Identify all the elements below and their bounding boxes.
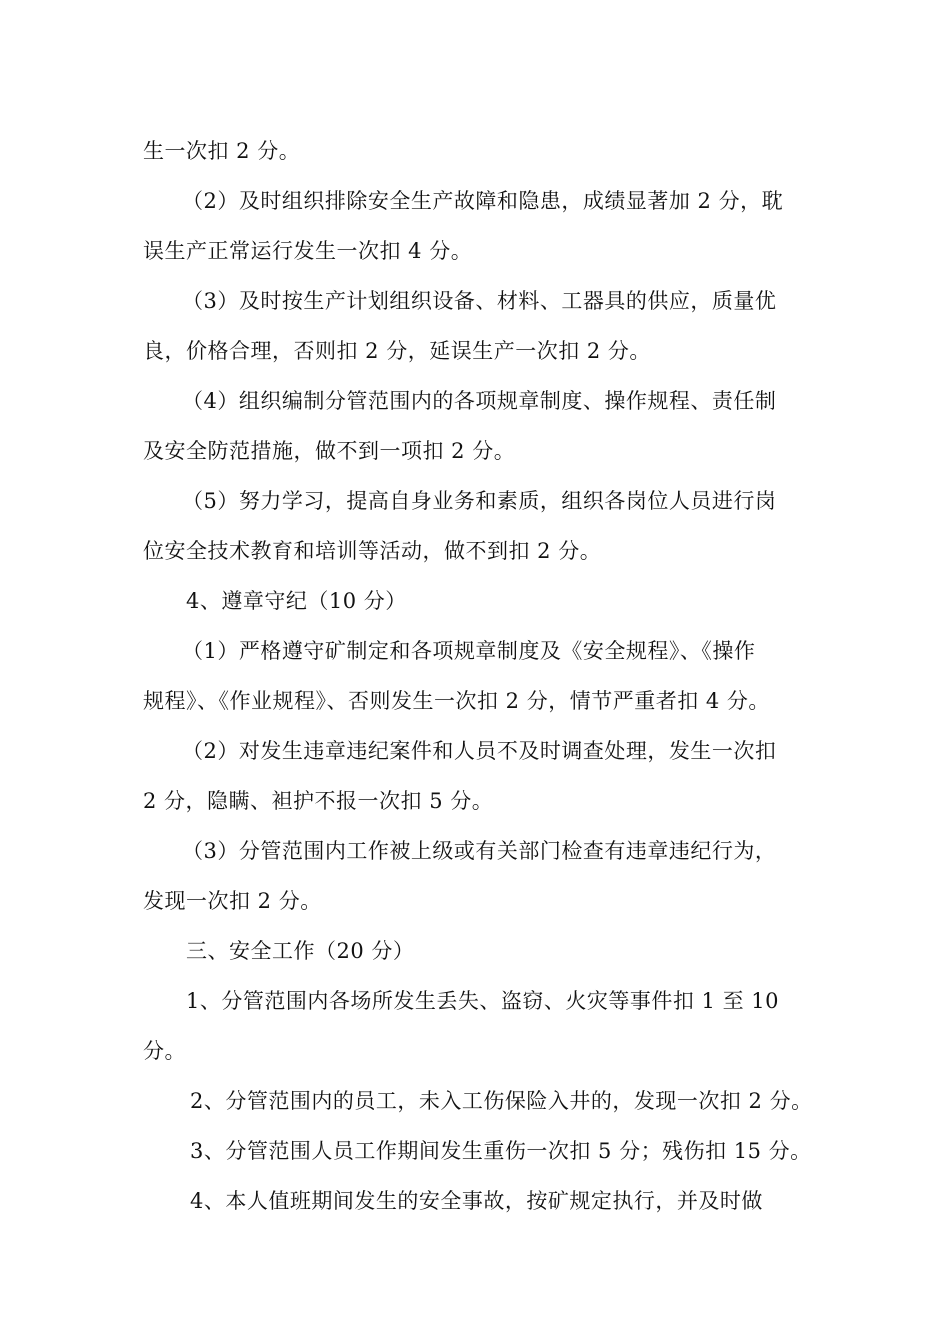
text-line-22: 4、本人值班期间发生的安全事故，按矿规定执行，并及时做 [190, 1189, 763, 1213]
text-line-8: （5）努力学习，提高自身业务和素质，组织各岗位人员进行岗 [182, 489, 777, 513]
text-line-7: 及安全防范措施，做不到一项扣 2 分。 [143, 439, 516, 463]
text-line-6: （4）组织编制分管范围内的各项规章制度、操作规程、责任制 [182, 389, 777, 413]
text-line-1: 生一次扣 2 分。 [143, 139, 301, 163]
text-line-21: 3、分管范围人员工作期间发生重伤一次扣 5 分；残伤扣 15 分。 [190, 1139, 812, 1163]
text-line-12: 规程》、《作业规程》、否则发生一次扣 2 分，情节严重者扣 4 分。 [143, 689, 770, 713]
text-line-9: 位安全技术教育和培训等活动，做不到扣 2 分。 [143, 539, 602, 563]
text-line-3: 误生产正常运行发生一次扣 4 分。 [143, 239, 473, 263]
text-line-14: 2 分，隐瞒、袒护不报一次扣 5 分。 [143, 789, 494, 813]
text-line-11: （1）严格遵守矿制定和各项规章制度及《安全规程》、《操作 [182, 639, 756, 663]
text-line-4: （3）及时按生产计划组织设备、材料、工器具的供应，质量优 [182, 289, 777, 313]
text-line-20: 2、分管范围内的员工，未入工伤保险入井的，发现一次扣 2 分。 [190, 1089, 813, 1113]
text-line-13: （2）对发生违章违纪案件和人员不及时调查处理，发生一次扣 [182, 739, 777, 763]
text-line-16: 发现一次扣 2 分。 [143, 889, 322, 913]
text-line-19: 分。 [143, 1039, 186, 1063]
text-line-5: 良，价格合理，否则扣 2 分，延误生产一次扣 2 分。 [143, 339, 651, 363]
text-line-15: （3）分管范围内工作被上级或有关部门检查有违章违纪行为， [182, 839, 777, 863]
section-heading-safety: 三、安全工作（20 分） [186, 939, 415, 963]
section-heading-discipline: 4、遵章守纪（10 分） [186, 589, 407, 613]
text-line-18: 1、分管范围内各场所发生丢失、盗窃、火灾等事件扣 1 至 10 [186, 989, 779, 1013]
text-line-2: （2）及时组织排除安全生产故障和隐患，成绩显著加 2 分，耽 [182, 189, 784, 213]
